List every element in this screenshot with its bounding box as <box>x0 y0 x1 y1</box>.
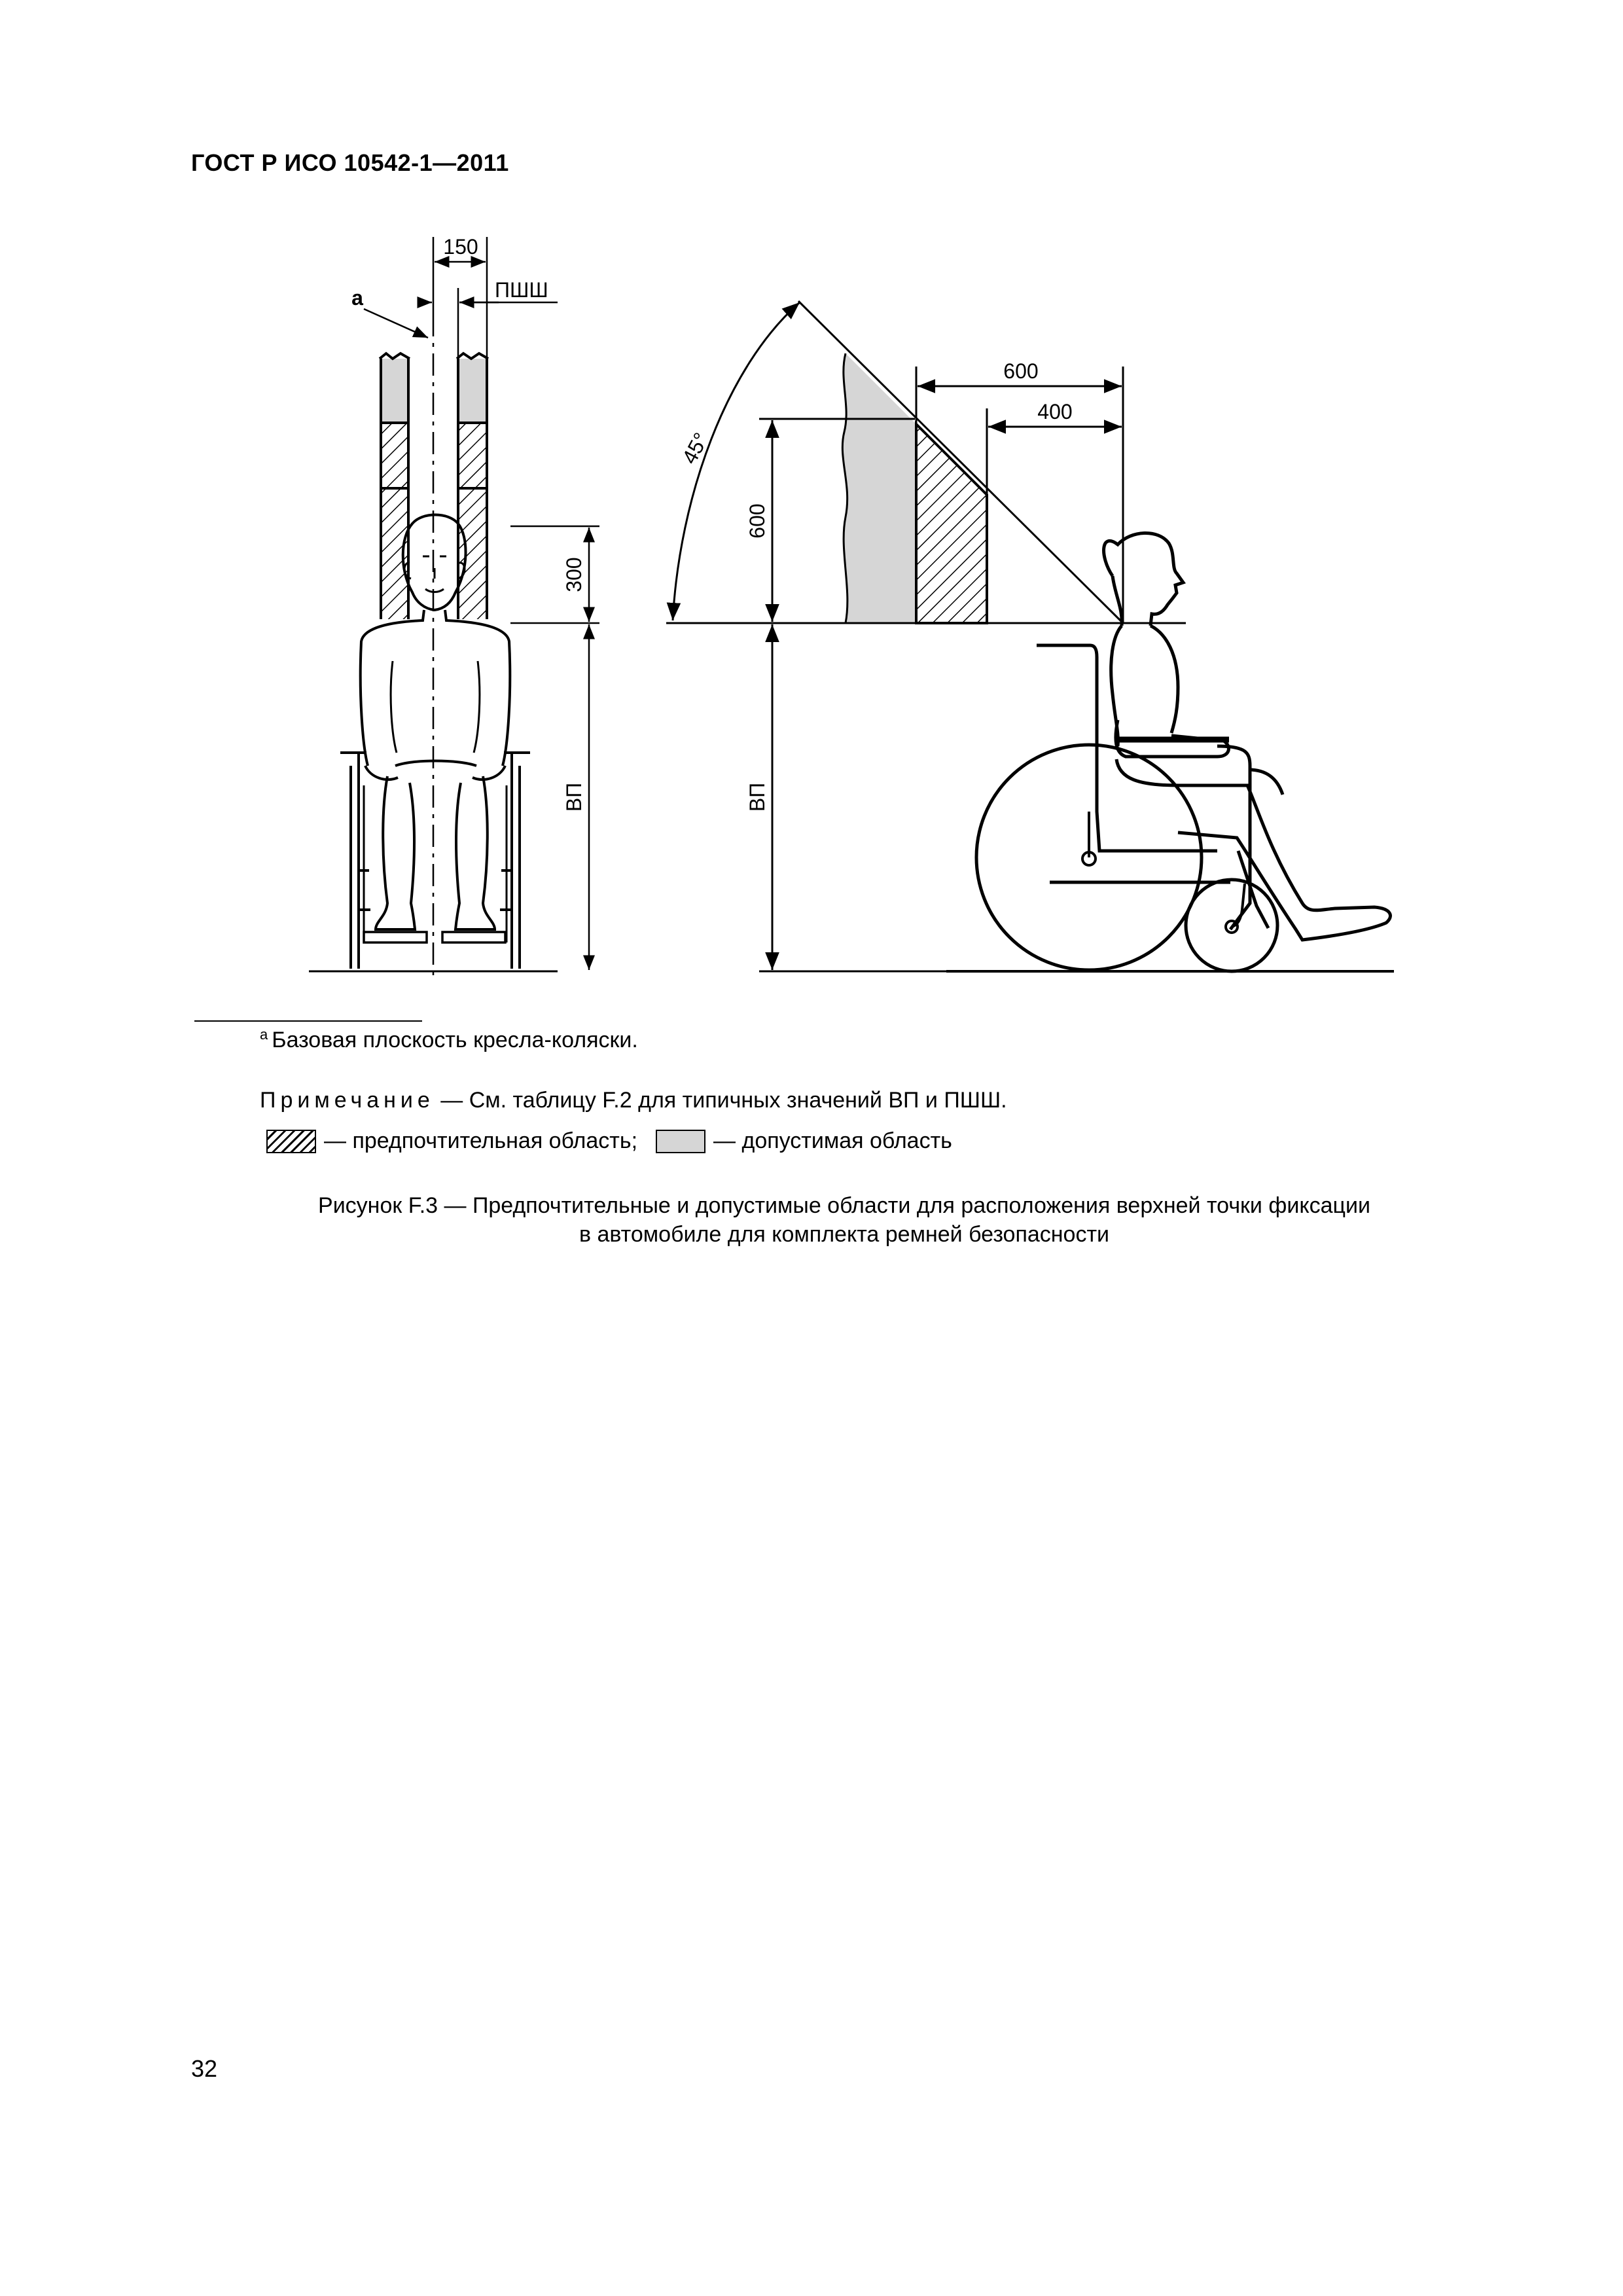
legend <box>266 1128 952 1154</box>
note-text: — См. таблицу F.2 для типичных значений ВП и ПШШ. <box>434 1088 1007 1113</box>
front-head <box>403 515 466 611</box>
page-number: 32 <box>191 2055 218 2082</box>
caption-line-1: Рисунок F.3 — Предпочтительные и допустимые области для расположения верхней точки фиксации <box>318 1193 1370 1218</box>
label-a-pointer: а <box>351 286 363 310</box>
dim-150: 150 <box>443 235 478 259</box>
front-torso <box>361 610 510 766</box>
left-anchorage-column <box>380 353 410 619</box>
dim-600-top: 600 <box>1003 359 1039 383</box>
dim-vp-side: ВП <box>745 782 769 812</box>
document-header: ГОСТ Р ИСО 10542-1—2011 <box>191 149 509 176</box>
figure-f3-drawing <box>0 0 1623 1008</box>
permissible-area <box>842 353 916 623</box>
side-view-zones <box>842 353 987 623</box>
dim-pshsh: ПШШ <box>495 278 548 302</box>
front-wheelchair-frame <box>340 753 530 969</box>
dim-300: 300 <box>562 557 586 592</box>
front-view <box>309 314 558 982</box>
figure-caption <box>0 1191 1623 1249</box>
side-view-wheelchair <box>976 533 1390 971</box>
dim-angle-45: 45° <box>677 429 713 468</box>
note <box>260 1088 1007 1113</box>
note-label: Примечание <box>260 1088 435 1113</box>
legend-permissible-text: — допустимая область <box>713 1128 952 1153</box>
side-head <box>1104 533 1183 626</box>
legend-grey-swatch <box>656 1130 705 1153</box>
legend-hatch-swatch <box>266 1130 316 1153</box>
footnote-marker: а <box>260 1026 268 1043</box>
dim-vp-front: ВП <box>562 782 586 812</box>
footnote <box>260 1026 638 1053</box>
footnote-separator <box>194 1020 422 1022</box>
legend-preferred-text: — предпочтительная область; <box>324 1128 638 1153</box>
front-legs <box>376 776 495 929</box>
dim-600-side: 600 <box>745 503 769 539</box>
caption-line-2: в автомобиле для комплекта ремней безопасности <box>579 1222 1110 1247</box>
footnote-text: Базовая плоскость кресла-коляски. <box>272 1028 638 1052</box>
side-torso <box>1111 626 1178 746</box>
dim-400: 400 <box>1037 400 1073 423</box>
